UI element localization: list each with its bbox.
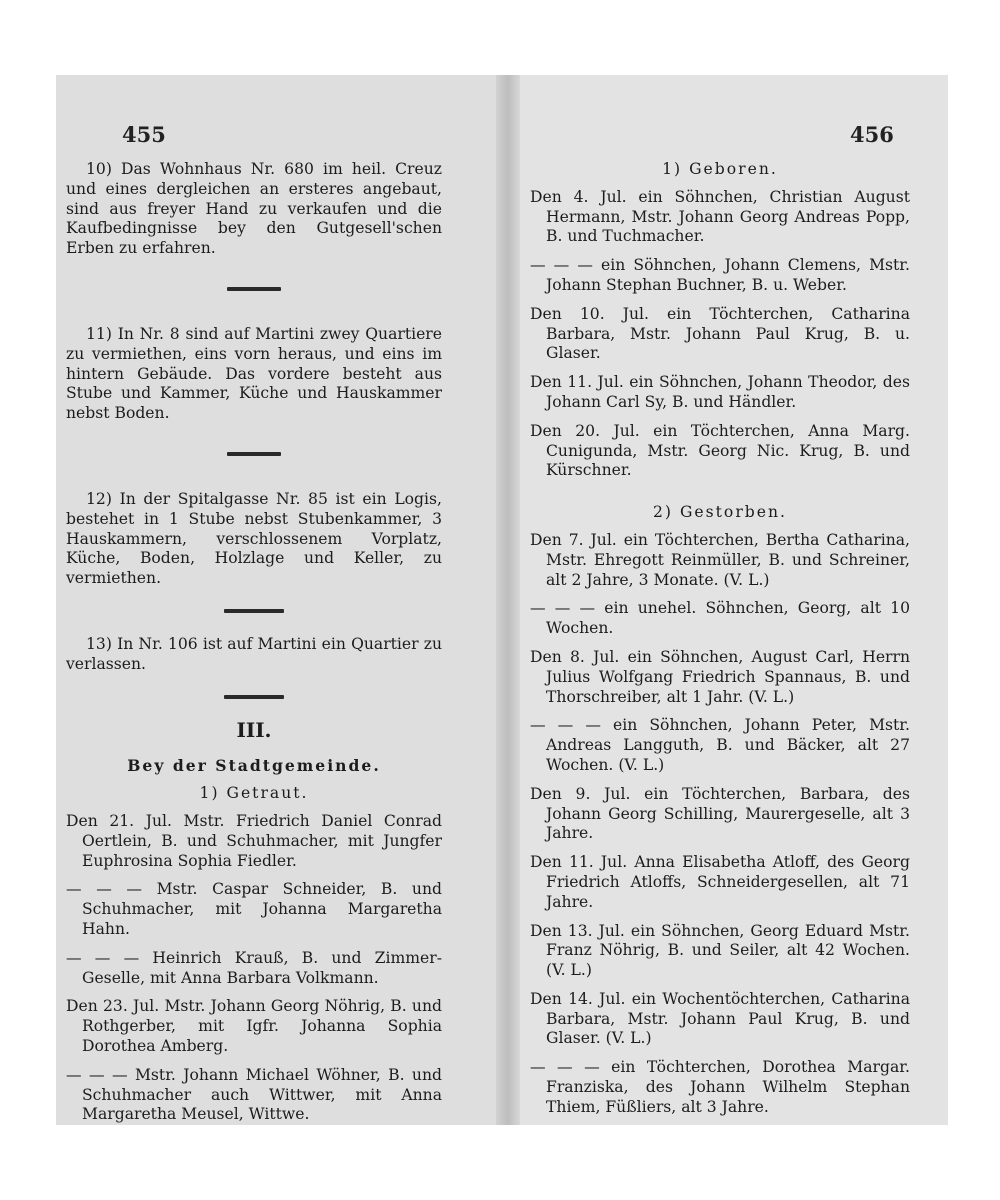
birth-entry: Den 10. Jul. ein Töchterchen, Catharina Barbara, Mstr. Johann Paul Krug, B. u. Glaser. bbox=[530, 304, 910, 363]
subsection-title-born: 1) Geboren. bbox=[662, 160, 778, 178]
separator-rule bbox=[227, 452, 281, 456]
subsection-title-married: 1) Getraut. bbox=[199, 784, 309, 803]
separator-rule bbox=[224, 695, 284, 699]
left-column bbox=[66, 160, 442, 1134]
page-number-right: 456 bbox=[850, 122, 894, 147]
separator-rule bbox=[227, 287, 281, 291]
death-entry: Den 7. Jul. ein Töchterchen, Bertha Catharina, Mstr. Ehregott Reinmüller, B. und Schreiner, alt 2 Jahre, 3 Monate. (V. L.) bbox=[530, 530, 910, 589]
death-entry: — — — ein Söhnchen, Johann Peter, Mstr. Andreas Langguth, B. und Bäcker, alt 27 Wochen. (V. L.) bbox=[530, 716, 910, 774]
birth-entry: — — — ein Söhnchen, Johann Clemens, Mstr. Johann Stephan Buchner, B. u. Weber. bbox=[530, 256, 910, 294]
marriage-entry: — — — Heinrich Krauß, B. und Zimmer-Geselle, mit Anna Barbara Volkmann. bbox=[66, 948, 442, 987]
death-entry: Den 9. Jul. ein Töchterchen, Barbara, des Johann Georg Schilling, Maurergeselle, alt 3 Jahre. bbox=[530, 784, 910, 843]
notice-13: 13) In Nr. 106 ist auf Martini ein Quartier zu verlassen. bbox=[66, 634, 442, 673]
section-numeral: III. bbox=[236, 717, 272, 742]
section-title: Bey der Stadtgemeinde. bbox=[127, 756, 381, 776]
death-entry: Den 11. Jul. Anna Elisabetha Atloff, des Georg Friedrich Atloffs, Schneidergesellen, alt 71 Jahre. bbox=[530, 853, 910, 911]
marriage-entry: — — — Mstr. Johann Michael Wöhner, B. und Schuhmacher auch Wittwer, mit Anna Margaretha Meusel, Wittwe. bbox=[66, 1065, 442, 1124]
separator-rule bbox=[224, 609, 284, 613]
page-number-left: 455 bbox=[122, 122, 166, 147]
birth-entry: Den 4. Jul. ein Söhnchen, Christian August Hermann, Mstr. Johann Georg Andreas Popp, B. und Tuchmacher. bbox=[530, 187, 910, 246]
death-entry: Den 13. Jul. ein Söhnchen, Georg Eduard Mstr. Franz Nöhrig, B. und Seiler, alt 42 Wochen. (V. L.) bbox=[530, 921, 910, 980]
subsection-title-died: 2) Gestorben. bbox=[653, 503, 787, 522]
birth-entry: Den 11. Jul. ein Söhnchen, Johann Theodor, des Johann Carl Sy, B. und Händler. bbox=[530, 373, 910, 411]
death-entry: Den 14. Jul. ein Wochentöchterchen, Catharina Barbara, Mstr. Johann Paul Krug, B. und Glaser. (V. L.) bbox=[530, 989, 910, 1048]
death-entry: Den 8. Jul. ein Söhnchen, August Carl, Herrn Julius Wolfgang Friedrich Spannaus, B. und Thorschreiber, alt 1 Jahr. (V. L.) bbox=[530, 647, 910, 706]
book-gutter bbox=[496, 75, 520, 1125]
notice-11: 11) In Nr. 8 sind auf Martini zwey Quartiere zu vermiethen, eins vorn heraus, und eins im hintern Gebäude. Das vordere besteht aus Stube und Kammer, Küche und Hauskammer nebst Boden. bbox=[66, 324, 442, 423]
marriage-entry: Den 21. Jul. Mstr. Friedrich Daniel Conrad Oertlein, B. und Schuhmacher, mit Jungfer Euphrosina Sophia Fiedler. bbox=[66, 811, 442, 870]
marriage-entry: Den 23. Jul. Mstr. Johann Georg Nöhrig, B. und Rothgerber, mit Igfr. Johanna Sophia Dorothea Amberg. bbox=[66, 997, 442, 1055]
birth-entry: Den 20. Jul. ein Töchterchen, Anna Marg. Cunigunda, Mstr. Georg Nic. Krug, B. und Kürschner. bbox=[530, 421, 910, 480]
death-entry: — — — ein unehel. Söhnchen, Georg, alt 10 Wochen. bbox=[530, 599, 910, 638]
death-entry: — — — ein Töchterchen, Dorothea Margar. Franziska, des Johann Wilhelm Stephan Thiem, Füßliers, alt 3 Jahre. bbox=[530, 1058, 910, 1116]
notice-12: 12) In der Spitalgasse Nr. 85 ist ein Logis, bestehet in 1 Stube nebst Stubenkammer, 3 Hauskammern, verschlossenem Vorplatz, Küche, Boden, Holzlage und Keller, zu vermiethen. bbox=[66, 489, 442, 588]
marriage-entry: — — — Mstr. Caspar Schneider, B. und Schuhmacher, mit Johanna Margaretha Hahn. bbox=[66, 880, 442, 938]
notice-10: 10) Das Wohnhaus Nr. 680 im heil. Creuz und eines dergleichen an ersteres angebaut, sind aus freyer Hand zu verkaufen und die Kaufbedingnisse bey den Gutgesell'schen Erben zu erfahren. bbox=[66, 160, 442, 258]
right-column bbox=[530, 160, 910, 1127]
